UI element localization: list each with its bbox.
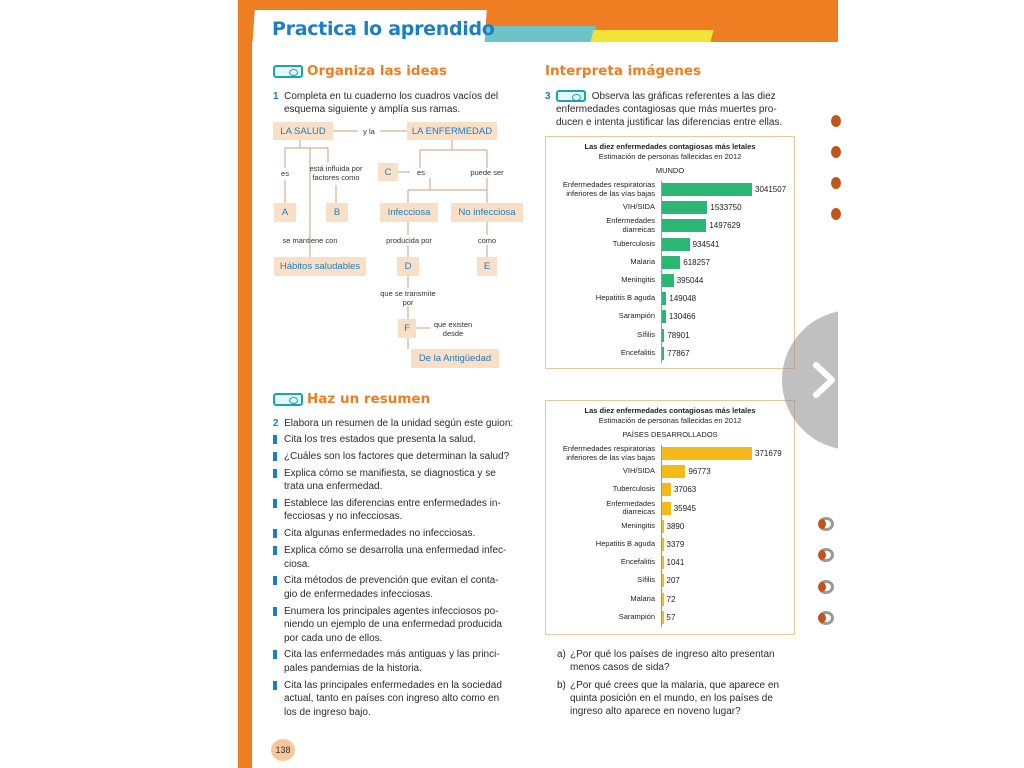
label-existen: que existen desde — [433, 320, 473, 338]
chart-bar — [662, 593, 664, 606]
resumen-bullet: Explica cómo se manifiesta, se diagnostica y se trata una enfermedad. — [273, 467, 525, 494]
chart-bar — [662, 556, 664, 569]
left-orange-band — [238, 0, 252, 768]
chart-bar — [662, 183, 752, 196]
chart-bar — [662, 538, 664, 551]
chart-category-label: Tuberculosis — [612, 238, 655, 248]
chart-value-label: 3890 — [666, 521, 685, 531]
chart-value-label: 1533750 — [710, 203, 742, 213]
chart-category-label: Encefalitis — [620, 347, 655, 357]
chart-category-label: Enfermedades diarreicas — [606, 216, 655, 234]
teal-stripe — [482, 26, 596, 42]
chart-bar — [662, 447, 752, 460]
resumen-heading: Haz un resumen — [273, 391, 430, 407]
background-right — [838, 290, 1024, 470]
spiral-hole — [818, 550, 826, 560]
chart-value-label: 35945 — [673, 503, 696, 513]
notebook-pencil-icon — [556, 90, 586, 102]
chart-category-label: Encefalitis — [620, 557, 655, 567]
organiza-heading: Organiza las ideas — [273, 63, 447, 79]
chart-value-label: 395044 — [676, 276, 704, 285]
resumen-bullet: Cita las enfermedades más antiguas y las princi- pales pandemias de la historia. — [273, 648, 525, 675]
chart-bar — [662, 292, 666, 305]
chart-value-label: 3379 — [666, 540, 685, 549]
chart-bar — [662, 520, 664, 533]
chart-bar — [662, 219, 706, 232]
yellow-stripe — [590, 30, 713, 42]
chart-question: a) ¿Por qué los países de ingreso alto presentan menos casos de sida? — [557, 649, 775, 673]
chart-category-label: Sarampión — [618, 311, 655, 321]
spiral-hole — [818, 582, 826, 592]
box-b: B — [326, 203, 348, 222]
chart-bar — [662, 329, 664, 342]
chart-title: Las diez enfermedades contagiosas más letales — [584, 406, 756, 415]
notebook-icon — [273, 393, 303, 406]
chart-value-label: 1041 — [666, 558, 685, 568]
chart-category-label: VIH/SIDA — [622, 466, 655, 476]
chart-subtitle: Estimación de personas fallecidas en 2012 — [598, 152, 742, 161]
question-3: 3 Observa las gráficas referentes a las diez enfermedades contagiosas que más muertes pro- ducen e intenta justificar las diferencias entre ellas. — [545, 91, 783, 128]
box-infecciosa: Infecciosa — [380, 203, 438, 222]
chart-category-label: Malaria — [630, 593, 655, 603]
label-influida: está influida por factores como — [309, 164, 363, 182]
page-title: Practica lo aprendido — [272, 18, 495, 40]
box-e: E — [477, 257, 497, 276]
chart-bar — [662, 574, 664, 587]
chart-value-label: 1497629 — [709, 221, 741, 231]
label-como: como — [477, 236, 497, 245]
chart-value-label: 37063 — [673, 485, 697, 495]
chart-category-label: Sarampión — [618, 611, 655, 621]
chart-value-label: 77867 — [667, 348, 690, 358]
chart-value-label: 149048 — [669, 294, 697, 304]
box-enfermedad: LA ENFERMEDAD — [407, 122, 497, 140]
label-puede-ser: puede ser — [470, 168, 504, 177]
chart-bar — [662, 502, 671, 515]
chart-paises-desarrollados — [545, 400, 795, 635]
chart-category-label: Hepatitis B aguda — [595, 539, 655, 548]
resumen-bullet: Establece las diferencias entre enfermedades in- fecciosas y no infecciosas. — [273, 497, 525, 524]
chart-bar — [662, 201, 707, 214]
box-antiguedad: De la Antigüedad — [411, 349, 499, 368]
chart-bar — [662, 310, 666, 323]
box-a: A — [274, 203, 296, 222]
chart-value-label: 57 — [666, 612, 676, 622]
spiral-hole — [818, 519, 826, 529]
label-es-left: es — [281, 169, 289, 178]
box-no-infecciosa: No infecciosa — [451, 203, 523, 222]
chart-value-label: 371679 — [755, 449, 782, 458]
resumen-bullet: Cita las principales enfermedades en la sociedad actual, tanto en países con ingreso alto como en los de ingreso bajo. — [273, 679, 525, 720]
resumen-bullet: ¿Cuáles son los factores que determinan la salud? — [273, 450, 525, 464]
question-1: 1 Completa en tu cuaderno los cuadros vacíos del esquema siguiente y amplía sus ramas. — [273, 91, 499, 115]
chart-value-label: 96773 — [688, 467, 711, 477]
resumen-bullet: Cita los tres estados que presenta la salud. — [273, 433, 525, 447]
chevron-right-icon — [810, 360, 840, 400]
notebook-icon — [273, 65, 303, 78]
resumen-bullet: Explica cómo se desarrolla una enfermedad infec- ciosa. — [273, 544, 525, 571]
chart-category-label: Sífilis — [637, 329, 655, 339]
chart-category-label: Meningitis — [621, 520, 655, 530]
resumen-bullet: Cita métodos de prevención que evitan el conta- gio de enfermedades infecciosas. — [273, 574, 525, 601]
box-habitos: Hábitos saludables — [274, 257, 366, 276]
chart-value-label: 78901 — [667, 330, 690, 340]
label-se-mantiene: se mantiene con — [282, 236, 338, 245]
box-f: F — [398, 319, 416, 338]
chart-category-label: Enfermedades diarreicas — [606, 498, 655, 517]
label-producida: producida por — [386, 236, 432, 245]
chart-subtitle: Estimación de personas fallecidas en 2012 — [598, 416, 742, 425]
spiral-ring — [831, 177, 841, 189]
chart-category-label: Tuberculosis — [612, 484, 655, 494]
chart-category-label: Sífilis — [637, 575, 655, 585]
chart-bar — [662, 611, 664, 624]
chart-bar — [662, 238, 690, 251]
chart-region: MUNDO — [655, 166, 685, 175]
spiral-ring — [831, 208, 841, 220]
chart-value-label: 130466 — [668, 312, 696, 322]
spiral-ring — [831, 115, 841, 127]
spiral-ring — [831, 146, 841, 158]
label-es-c: es — [417, 168, 425, 177]
chart-category-label: Hepatitis B aguda — [595, 293, 655, 303]
resumen-bullet: Cita algunas enfermedades no infecciosas. — [273, 527, 525, 541]
chart-value-label: 207 — [666, 576, 680, 586]
chart-title: Las diez enfermedades contagiosas más letales — [584, 142, 756, 151]
chart-bar — [662, 465, 685, 478]
chart-category-label: Enfermedades respiratorias inferiores de las vías bajas — [562, 444, 655, 462]
spiral-hole — [818, 613, 826, 623]
label-transmite: que se transmite por — [380, 289, 436, 307]
chart-category-label: VIH/SIDA — [622, 202, 655, 212]
interpreta-heading: Interpreta imágenes — [545, 63, 702, 79]
chart-bar — [662, 256, 680, 269]
chart-region: PAÍSES DESARROLLADOS — [622, 430, 718, 439]
chart-category-label: Enfermedades respiratorias inferiores de las vías bajas — [562, 180, 655, 198]
chart-category-label: Meningitis — [621, 275, 655, 284]
chart-value-label: 72 — [666, 594, 676, 604]
page-number: 138 — [271, 739, 295, 761]
chart-value-label: 618257 — [683, 257, 710, 267]
box-d: D — [397, 257, 419, 276]
label-y-la: y la — [363, 127, 375, 136]
chart-mundo — [545, 136, 795, 369]
chart-bar — [662, 483, 671, 496]
box-salud: LA SALUD — [273, 122, 333, 140]
chart-value-label: 934541 — [692, 239, 720, 249]
chart-question: b) ¿Por qué crees que la malaria, que aparece en quinta posición en el mundo, en los países de ingreso alto aparece en noveno lugar? — [557, 680, 780, 717]
question-2: 2 Elabora un resumen de la unidad según este guion: — [273, 418, 514, 429]
chart-bar — [662, 274, 674, 287]
resumen-bullet: Enumera los principales agentes infecciosos po- niendo un ejemplo de una enfermedad producida por cada uno de ellos. — [273, 605, 525, 646]
box-c: C — [378, 163, 398, 181]
chart-category-label: Malaria — [630, 256, 655, 266]
chart-bar — [662, 347, 664, 360]
chart-value-label: 3041507 — [755, 185, 787, 194]
